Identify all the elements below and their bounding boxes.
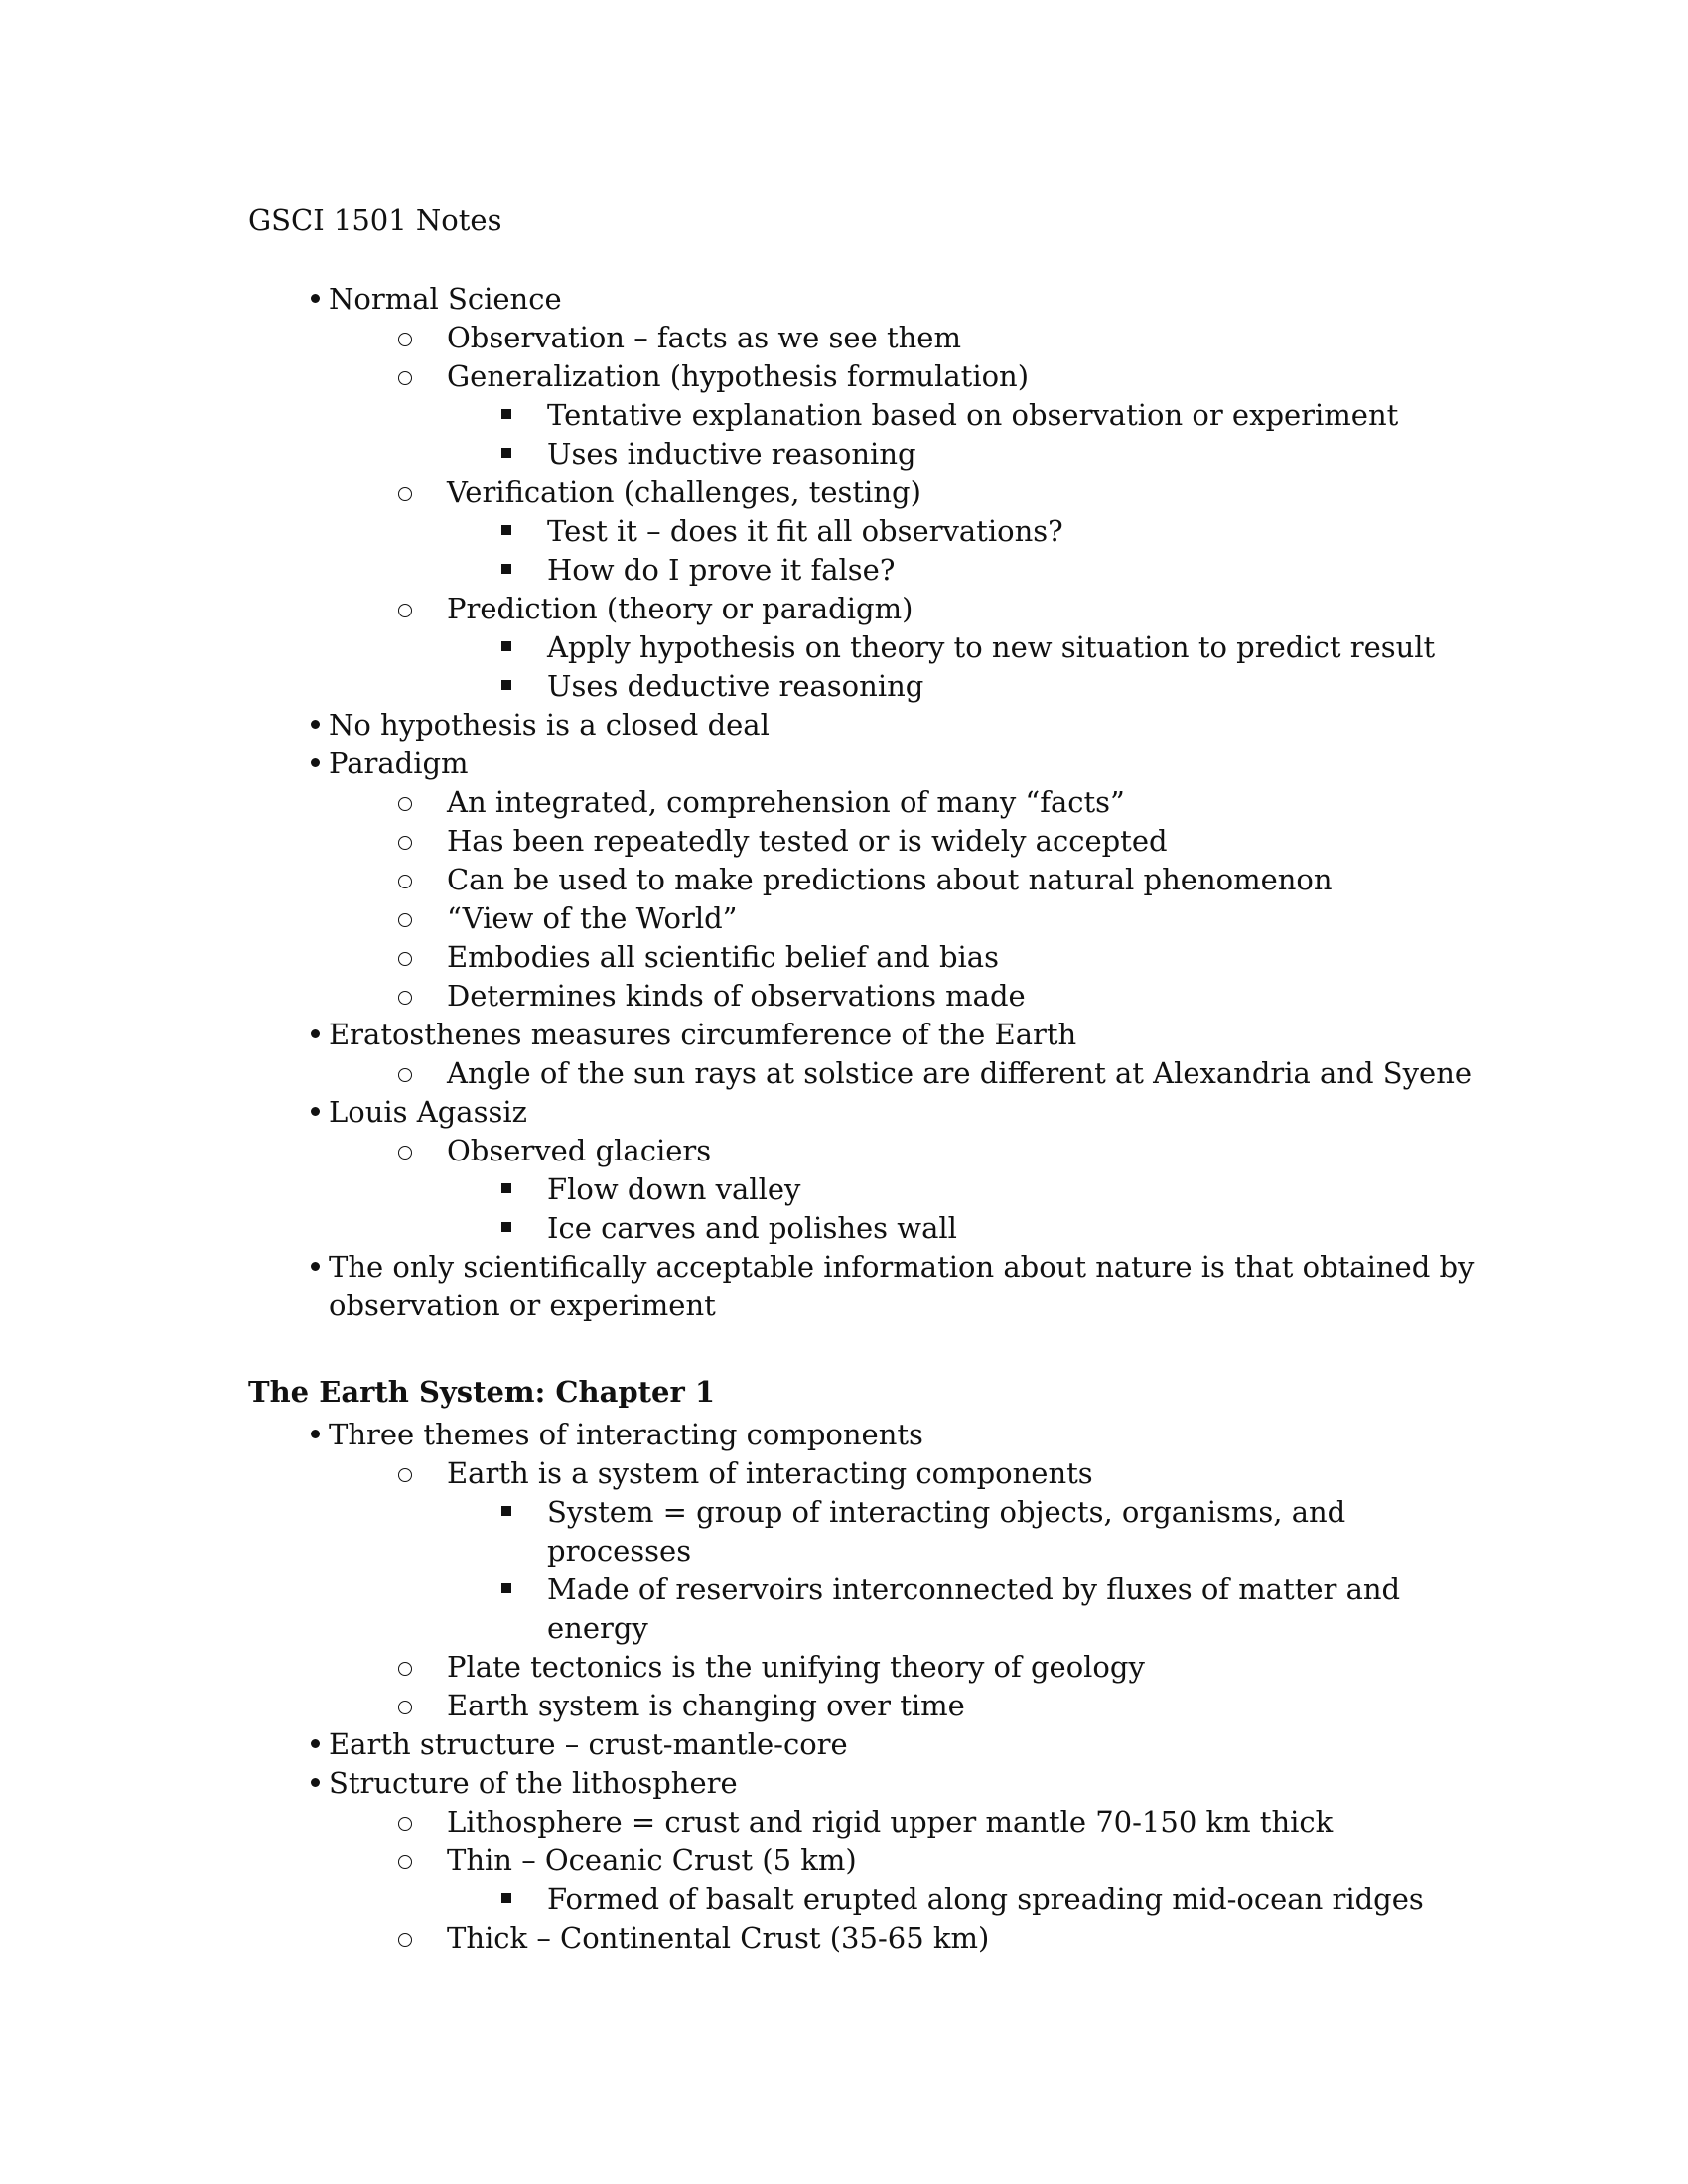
list-item-level-1: The only scientifically acceptable information about nature is that obtained by	[329, 1250, 1475, 1284]
list-bullet	[305, 1416, 325, 1454]
list-item-level-3: Apply hypothesis on theory to new situation to predict result	[547, 630, 1436, 664]
list-bullet	[395, 474, 415, 512]
section-heading: The Earth System: Chapter 1	[248, 1375, 716, 1409]
list-bullet	[305, 1725, 325, 1764]
list-item-level-1: Louis Agassiz	[329, 1095, 527, 1129]
list-bullet	[305, 280, 325, 319]
bullet-dot-icon	[311, 1262, 320, 1271]
list-bullet	[496, 628, 516, 667]
list-bullet	[496, 1209, 516, 1248]
list-bullet	[395, 319, 415, 357]
list-bullet	[305, 1093, 325, 1132]
list-item-level-2: Observation – facts as we see them	[447, 321, 961, 354]
bullet-circle-icon	[398, 1468, 412, 1482]
list-item-level-2: “View of the World”	[447, 901, 738, 935]
list-item-level-2: An integrated, comprehension of many “facts”	[447, 785, 1125, 819]
list-bullet	[496, 396, 516, 435]
list-item-level-2: Plate tectonics is the unifying theory of geology	[447, 1650, 1145, 1684]
list-bullet	[395, 357, 415, 396]
list-item-level-1: Earth structure – crust-mantle-core	[329, 1727, 848, 1761]
bullet-circle-icon	[398, 1662, 412, 1676]
list-bullet	[395, 1454, 415, 1493]
list-item-level-3: Made of reservoirs interconnected by fluxes of matter and	[547, 1572, 1401, 1606]
list-bullet	[496, 1493, 516, 1532]
bullet-square-icon	[501, 1183, 511, 1193]
list-bullet	[496, 512, 516, 551]
list-bullet	[496, 1570, 516, 1609]
list-item-level-1: Three themes of interacting components	[329, 1418, 923, 1451]
list-item-level-3: Uses inductive reasoning	[547, 437, 916, 471]
list-item-level-2: Can be used to make predictions about natural phenomenon	[447, 863, 1333, 896]
bullet-square-icon	[501, 409, 511, 419]
list-bullet	[305, 1764, 325, 1803]
bullet-circle-icon	[398, 797, 412, 811]
page-title: GSCI 1501 Notes	[248, 204, 502, 237]
list-item-level-2: Lithosphere = crust and rigid upper mantle 70-150 km thick	[447, 1805, 1334, 1839]
list-item-level-2: Embodies all scientific belief and bias	[447, 940, 999, 974]
list-bullet	[305, 1016, 325, 1054]
bullet-dot-icon	[311, 1778, 320, 1787]
list-bullet	[395, 938, 415, 977]
bullet-square-icon	[501, 1222, 511, 1232]
bullet-circle-icon	[398, 1146, 412, 1160]
list-item-level-2: Angle of the sun rays at solstice are different at Alexandria and Syene	[447, 1056, 1473, 1090]
list-item-level-2: Generalization (hypothesis formulation)	[447, 359, 1030, 393]
list-item-level-1: Eratosthenes measures circumference of the Earth	[329, 1018, 1077, 1051]
list-bullet	[395, 822, 415, 861]
list-item-level-2: Verification (challenges, testing)	[447, 476, 921, 509]
bullet-dot-icon	[311, 1739, 320, 1748]
bullet-dot-icon	[311, 1029, 320, 1038]
list-item-level-1: observation or experiment	[329, 1289, 716, 1322]
bullet-circle-icon	[398, 836, 412, 850]
list-item-level-3: How do I prove it false?	[547, 553, 896, 587]
bullet-circle-icon	[398, 875, 412, 888]
list-item-level-2: Determines kinds of observations made	[447, 979, 1026, 1013]
list-bullet	[395, 590, 415, 628]
list-item-level-2: Thick – Continental Crust (35-65 km)	[447, 1921, 990, 1955]
list-bullet	[395, 1054, 415, 1093]
bullet-circle-icon	[398, 371, 412, 385]
list-item-level-3: Formed of basalt erupted along spreading mid-ocean ridges	[547, 1882, 1424, 1916]
bullet-dot-icon	[311, 1107, 320, 1116]
bullet-circle-icon	[398, 333, 412, 346]
list-bullet	[395, 783, 415, 822]
bullet-circle-icon	[398, 1933, 412, 1947]
list-bullet	[496, 551, 516, 590]
list-bullet	[305, 706, 325, 745]
bullet-circle-icon	[398, 487, 412, 501]
bullet-dot-icon	[311, 720, 320, 729]
list-item-level-1: Structure of the lithosphere	[329, 1766, 738, 1800]
list-bullet	[395, 899, 415, 938]
bullet-dot-icon	[311, 758, 320, 767]
bullet-dot-icon	[311, 1430, 320, 1438]
bullet-circle-icon	[398, 913, 412, 927]
list-item-level-3: Tentative explanation based on observation or experiment	[547, 398, 1399, 432]
list-bullet	[496, 435, 516, 474]
bullet-circle-icon	[398, 952, 412, 966]
list-item-level-3: Ice carves and polishes wall	[547, 1211, 957, 1245]
list-bullet	[395, 1687, 415, 1725]
list-item-level-3: Flow down valley	[547, 1172, 801, 1206]
list-bullet	[496, 1880, 516, 1919]
bullet-circle-icon	[398, 1855, 412, 1869]
list-bullet	[395, 1648, 415, 1687]
list-bullet	[305, 1248, 325, 1287]
bullet-circle-icon	[398, 1817, 412, 1831]
bullet-square-icon	[501, 1506, 511, 1516]
list-item-level-2: Observed glaciers	[447, 1134, 712, 1167]
list-bullet	[496, 667, 516, 706]
bullet-square-icon	[501, 641, 511, 651]
list-bullet	[395, 861, 415, 899]
list-item-level-2: Thin – Oceanic Crust (5 km)	[447, 1843, 857, 1877]
list-bullet	[395, 1132, 415, 1170]
bullet-square-icon	[501, 564, 511, 574]
bullet-square-icon	[501, 1583, 511, 1593]
list-item-level-3: Uses deductive reasoning	[547, 669, 924, 703]
list-bullet	[395, 1919, 415, 1958]
bullet-square-icon	[501, 680, 511, 690]
list-bullet	[496, 1170, 516, 1209]
list-item-level-1: Normal Science	[329, 282, 562, 316]
list-item-level-3: processes	[547, 1534, 692, 1568]
bullet-square-icon	[501, 525, 511, 535]
bullet-square-icon	[501, 448, 511, 458]
list-item-level-3: Test it – does it fit all observations?	[547, 514, 1063, 548]
bullet-circle-icon	[398, 1068, 412, 1082]
list-item-level-2: Earth system is changing over time	[447, 1689, 965, 1722]
list-item-level-3: System = group of interacting objects, organisms, and	[547, 1495, 1346, 1529]
bullet-circle-icon	[398, 991, 412, 1005]
list-item-level-2: Prediction (theory or paradigm)	[447, 592, 914, 625]
bullet-dot-icon	[311, 294, 320, 303]
list-item-level-2: Has been repeatedly tested or is widely accepted	[447, 824, 1168, 858]
bullet-square-icon	[501, 1893, 511, 1903]
list-bullet	[395, 1803, 415, 1842]
list-bullet	[395, 1842, 415, 1880]
bullet-circle-icon	[398, 604, 412, 617]
list-bullet	[305, 745, 325, 783]
list-bullet	[395, 977, 415, 1016]
list-item-level-3: energy	[547, 1611, 648, 1645]
bullet-circle-icon	[398, 1701, 412, 1714]
list-item-level-1: Paradigm	[329, 747, 469, 780]
list-item-level-1: No hypothesis is a closed deal	[329, 708, 770, 742]
list-item-level-2: Earth is a system of interacting components	[447, 1456, 1093, 1490]
